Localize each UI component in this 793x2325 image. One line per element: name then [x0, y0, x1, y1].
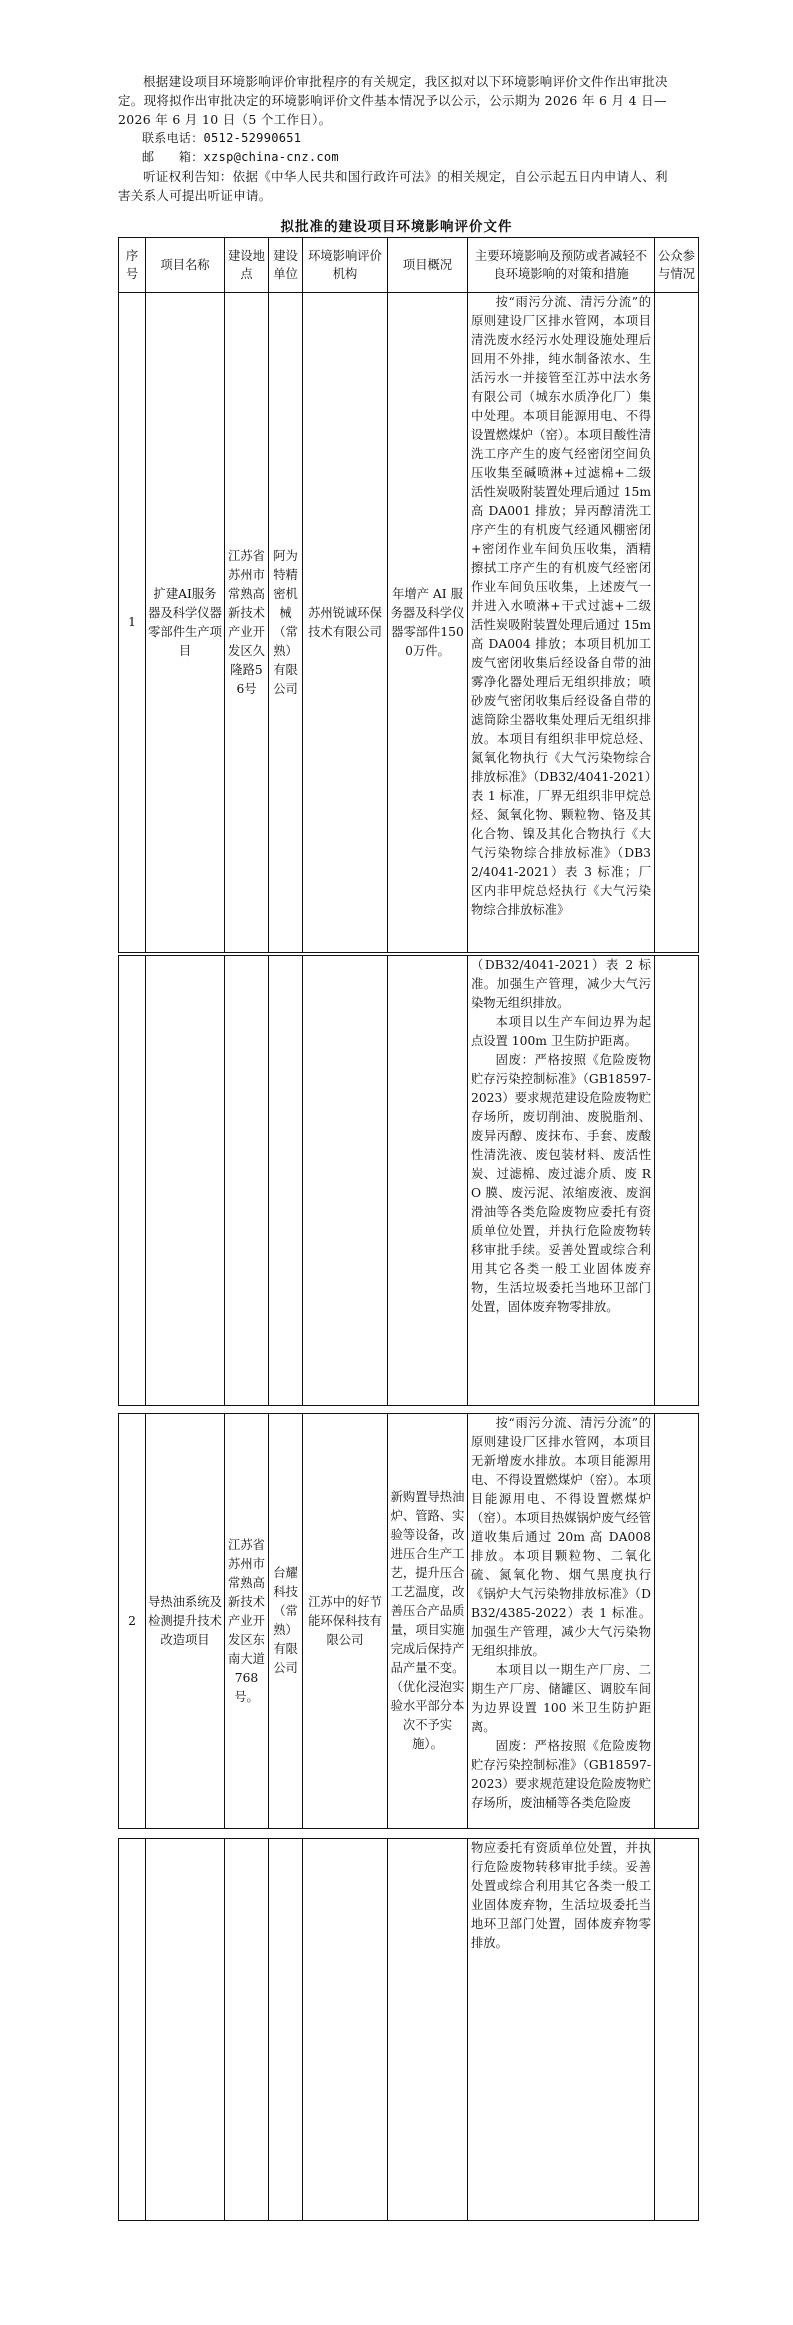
- measures-text: 固废：严格按照《危险废物贮存污染控制标准》（GB18597-2023）要求规范建设危险废物贮存场所，废切削油、废脱脂剂、废异丙醇、废抹布、手套、废酸性清洗液、废包装材料、废活性炭、过滤棉、废过滤介质、废 RO 膜、废污泥、浓缩废液、废润滑油等各类危险废物应委托有资质单位处置，并执行危险废物转移审批手续。妥善处置或综合利用其它各类一般工业固体废弃物，生活垃圾委托当地环卫部门处置，固体废弃物零排放。: [471, 1053, 651, 1314]
- measures-text: 本项目以生产车间边界为起点设置 100m 卫生防护距离。: [471, 1015, 651, 1048]
- intro-block: [118, 72, 678, 205]
- project-location: 江苏省苏州市常熟高新技术产业开发区东南大道768号。: [225, 1414, 269, 1829]
- eia-table-segment-2: [118, 955, 699, 1406]
- project-agency: 苏州锐诚环保技术有限公司: [303, 293, 388, 953]
- header-agency: 环境影响评价机构: [303, 238, 388, 293]
- project-measures-continued: [468, 1839, 655, 2221]
- empty-cell: [225, 1839, 269, 2221]
- eia-table-segment-4: [118, 1838, 699, 2221]
- measures-text: 固废：严格按照《危险废物贮存污染控制标准》（GB18597-2023）要求规范建设危险废物贮存场所，废油桶等各类危险废: [471, 1739, 651, 1810]
- empty-cell: [303, 1839, 388, 2221]
- hearing-notice: 听证权利告知：依据《中华人民共和国行政许可法》的相关规定，自公示起五日内申请人、利害关系人可提出听证申请。: [118, 169, 668, 203]
- measures-text: 按“雨污分流、清污分流”的原则建设厂区排水管网，本项目无新增废水排放。本项目能源用电、不得设置燃煤炉（窑）。本项目能源用电、不得设置燃煤炉（窑）。本项目热媒锅炉废气经管道收集后通过 20m 高 DA008 排放。本项目颗粒物、二氧化硫、氮氧化物、烟气黑度执行《锅炉大气污染物排放标准》（DB32/4385-2022）表 1 标准。加强生产管理，减少大气污染物无组织排放。: [471, 1416, 651, 1658]
- project-measures-continued: [468, 956, 655, 1406]
- empty-cell: [225, 956, 269, 1406]
- table-row: [119, 293, 699, 953]
- measures-text: （DB32/4041-2021）表 2 标准。加强生产管理，减少大气污染物无组织排放。: [471, 958, 651, 1010]
- measures-text: 按“雨污分流、清污分流”的原则建设厂区排水管网，本项目清洗废水经污水处理设施处理后回用不外排，纯水制备浓水、生活污水一并接管至江苏中法水务有限公司（城东水质净化厂）集中处理。本项目能源用电、不得设置燃煤炉（窑）。本项目酸性清洗工序产生的废气经密闭空间负压收集至碱喷淋+过滤棉+二级活性炭吸附装置处理后通过 15m 高 DA001 排放；异丙醇清洗工序产生的有机废气经通风棚密闭+密闭作业车间负压收集，酒精擦拭工序产生的有机废气经密闭作业车间负压收集，上述废气一并进入水喷淋+干式过滤+二级活性炭吸附装置处理后通过 15m 高 DA004 排放；本项目机加工废气密闭收集后经设备自带的油雾净化器处理后无组织排放；喷砂废气密闭收集后经设备自带的滤筒除尘器收集处理后无组织排放。本项目有组织非甲烷总烃、氮氧化物执行《大气污染物综合排放标准》（DB32/4041-2021）表 1 标准，厂界无组织非甲烷总烃、氮氧化物、颗粒物、铬及其化合物、镍及其化合物执行《大气污染物综合排放标准》（DB32/4041-2021）表 3 标准；厂区内非甲烷总烃执行《大气污染物综合排放标准》: [471, 295, 651, 917]
- eia-table-segment-3: [118, 1413, 699, 1829]
- contact-phone: 联系电话：0512-52990651: [142, 131, 302, 145]
- contact-email: 邮 箱：xzsp@china-cnz.com: [142, 150, 339, 164]
- project-unit: 阿为特精密机械（常熟）有限公司: [269, 293, 303, 953]
- eia-table-segment-1: [118, 237, 699, 953]
- project-unit: 台耀科技（常熟）有限公司: [269, 1414, 303, 1829]
- header-no: 序号: [119, 238, 146, 293]
- header-measures: 主要环境影响及预防或者减轻不良环境影响的对策和措施: [468, 238, 655, 293]
- empty-cell: [655, 1839, 699, 2221]
- measures-text: 本项目以一期生产厂房、二期生产厂房、储罐区、调胶车间为边界设置 100 米卫生防护距离。: [471, 1663, 651, 1734]
- project-overview: 新购置导热油炉、管路、实验等设备，改进压合生产工艺，提升压合工艺温度，改善压合产品质量，项目实施完成后保持产品产量不变。（优化浸泡实验水平部分本次不予实施）。: [388, 1414, 468, 1829]
- project-overview: 年增产 AI 服务器及科学仪器零部件1500万件。: [388, 293, 468, 953]
- project-name: 扩建AI服务器及科学仪器零部件生产项目: [146, 293, 225, 953]
- intro-paragraph: 根据建设项目环境影响评价审批程序的有关规定，我区拟对以下环境影响评价文件作出审批决定。现将拟作出审批决定的环境影响评价文件基本情况予以公示，公示期为 2026 年 6 月 4 日—2026 年 6 月 10 日（5 个工作日）。: [118, 74, 668, 127]
- table-header-row: [119, 238, 699, 293]
- header-name: 项目名称: [146, 238, 225, 293]
- empty-cell: [388, 956, 468, 1406]
- header-unit: 建设单位: [269, 238, 303, 293]
- project-no: 2: [119, 1414, 146, 1829]
- empty-cell: [655, 956, 699, 1406]
- project-measures: [468, 293, 655, 953]
- project-public: [655, 293, 699, 953]
- header-location: 建设地点: [225, 238, 269, 293]
- project-name: 导热油系统及检测提升技术改造项目: [146, 1414, 225, 1829]
- empty-cell: [119, 956, 146, 1406]
- project-measures: [468, 1414, 655, 1829]
- header-public: 公众参与情况: [655, 238, 699, 293]
- header-overview: 项目概况: [388, 238, 468, 293]
- empty-cell: [269, 1839, 303, 2221]
- empty-cell: [146, 1839, 225, 2221]
- project-public: [655, 1414, 699, 1829]
- empty-cell: [388, 1839, 468, 2221]
- empty-cell: [146, 956, 225, 1406]
- project-no: 1: [119, 293, 146, 953]
- empty-cell: [269, 956, 303, 1406]
- project-agency: 江苏中的好节能环保科技有限公司: [303, 1414, 388, 1829]
- project-location: 江苏省苏州市常熟高新技术产业开发区久隆路56号: [225, 293, 269, 953]
- empty-cell: [119, 1839, 146, 2221]
- measures-text: 物应委托有资质单位处置，并执行危险废物转移审批手续。妥善处置或综合利用其它各类一般工业固体废弃物，生活垃圾委托当地环卫部门处置，固体废弃物零排放。: [471, 1841, 651, 1950]
- table-title: 拟批准的建设项目环境影响评价文件: [280, 219, 513, 235]
- empty-cell: [303, 956, 388, 1406]
- table-row: [119, 956, 699, 1406]
- table-row: [119, 1839, 699, 2221]
- table-row: [119, 1414, 699, 1829]
